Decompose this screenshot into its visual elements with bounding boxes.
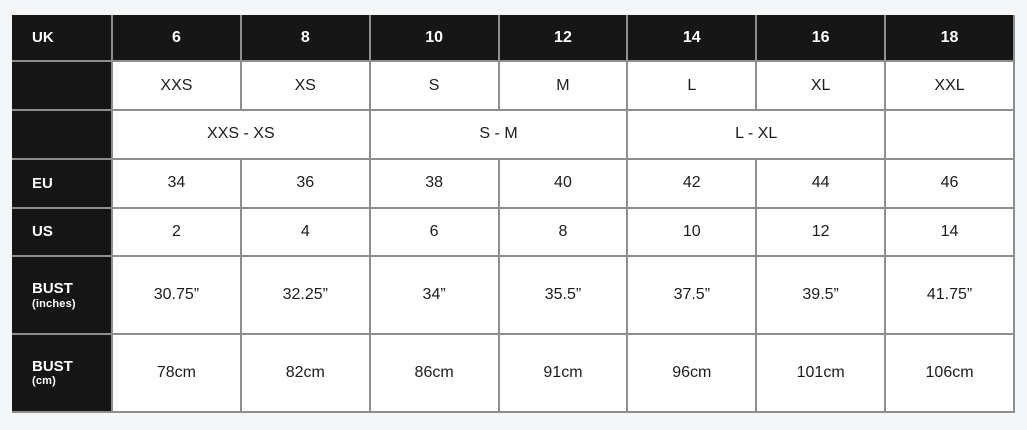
row-label-eu: EU [12,159,112,208]
uk-size-cell: 8 [241,15,370,61]
row-label-unit: (inches) [32,297,76,310]
size-conversion-table [12,15,1015,413]
uk-size-row [12,15,1014,61]
intl-size-cell: XL [756,61,885,110]
row-label-uk: UK [12,15,112,61]
uk-size-cell: 14 [627,15,756,61]
us-size-cell: 2 [112,208,241,257]
size-range-cell [885,110,1014,159]
eu-size-cell: 44 [756,159,885,208]
bust-cm-cell: 91cm [499,334,628,412]
bust-cm-cell: 78cm [112,334,241,412]
intl-size-cell: XXL [885,61,1014,110]
size-range-row [12,110,1014,159]
eu-size-cell: 34 [112,159,241,208]
bust-cm-cell: 101cm [756,334,885,412]
intl-size-cell: S [370,61,499,110]
size-range-cell: L - XL [627,110,885,159]
us-size-cell: 12 [756,208,885,257]
bust-inches-row [12,256,1014,334]
bust-cm-row [12,334,1014,412]
intl-size-cell: M [499,61,628,110]
row-label-text: BUST [32,280,73,298]
eu-size-cell: 40 [499,159,628,208]
intl-size-row [12,61,1014,110]
row-label-bust-cm [12,334,112,412]
row-label-empty [12,110,112,159]
size-range-cell: S - M [370,110,628,159]
uk-size-cell: 12 [499,15,628,61]
us-size-cell: 8 [499,208,628,257]
uk-size-cell: 10 [370,15,499,61]
row-label-bust-inches [12,256,112,334]
bust-inches-cell: 37.5” [627,256,756,334]
eu-size-cell: 38 [370,159,499,208]
bust-inches-cell: 30.75” [112,256,241,334]
us-size-cell: 14 [885,208,1014,257]
uk-size-cell: 16 [756,15,885,61]
us-size-row [12,208,1014,257]
bust-cm-cell: 82cm [241,334,370,412]
bust-inches-cell: 41.75” [885,256,1014,334]
bust-inches-cell: 39.5” [756,256,885,334]
bust-cm-cell: 106cm [885,334,1014,412]
eu-size-row [12,159,1014,208]
row-label-text: BUST [32,358,73,376]
eu-size-cell: 46 [885,159,1014,208]
eu-size-cell: 36 [241,159,370,208]
intl-size-cell: XS [241,61,370,110]
bust-inches-cell: 34” [370,256,499,334]
uk-size-cell: 6 [112,15,241,61]
row-label-empty [12,61,112,110]
intl-size-cell: XXS [112,61,241,110]
bust-cm-cell: 96cm [627,334,756,412]
row-label-us: US [12,208,112,257]
bust-inches-cell: 35.5” [499,256,628,334]
us-size-cell: 4 [241,208,370,257]
eu-size-cell: 42 [627,159,756,208]
size-range-cell: XXS - XS [112,110,370,159]
row-label-unit: (cm) [32,375,57,388]
bust-inches-cell: 32.25” [241,256,370,334]
us-size-cell: 6 [370,208,499,257]
us-size-cell: 10 [627,208,756,257]
intl-size-cell: L [627,61,756,110]
uk-size-cell: 18 [885,15,1014,61]
bust-cm-cell: 86cm [370,334,499,412]
